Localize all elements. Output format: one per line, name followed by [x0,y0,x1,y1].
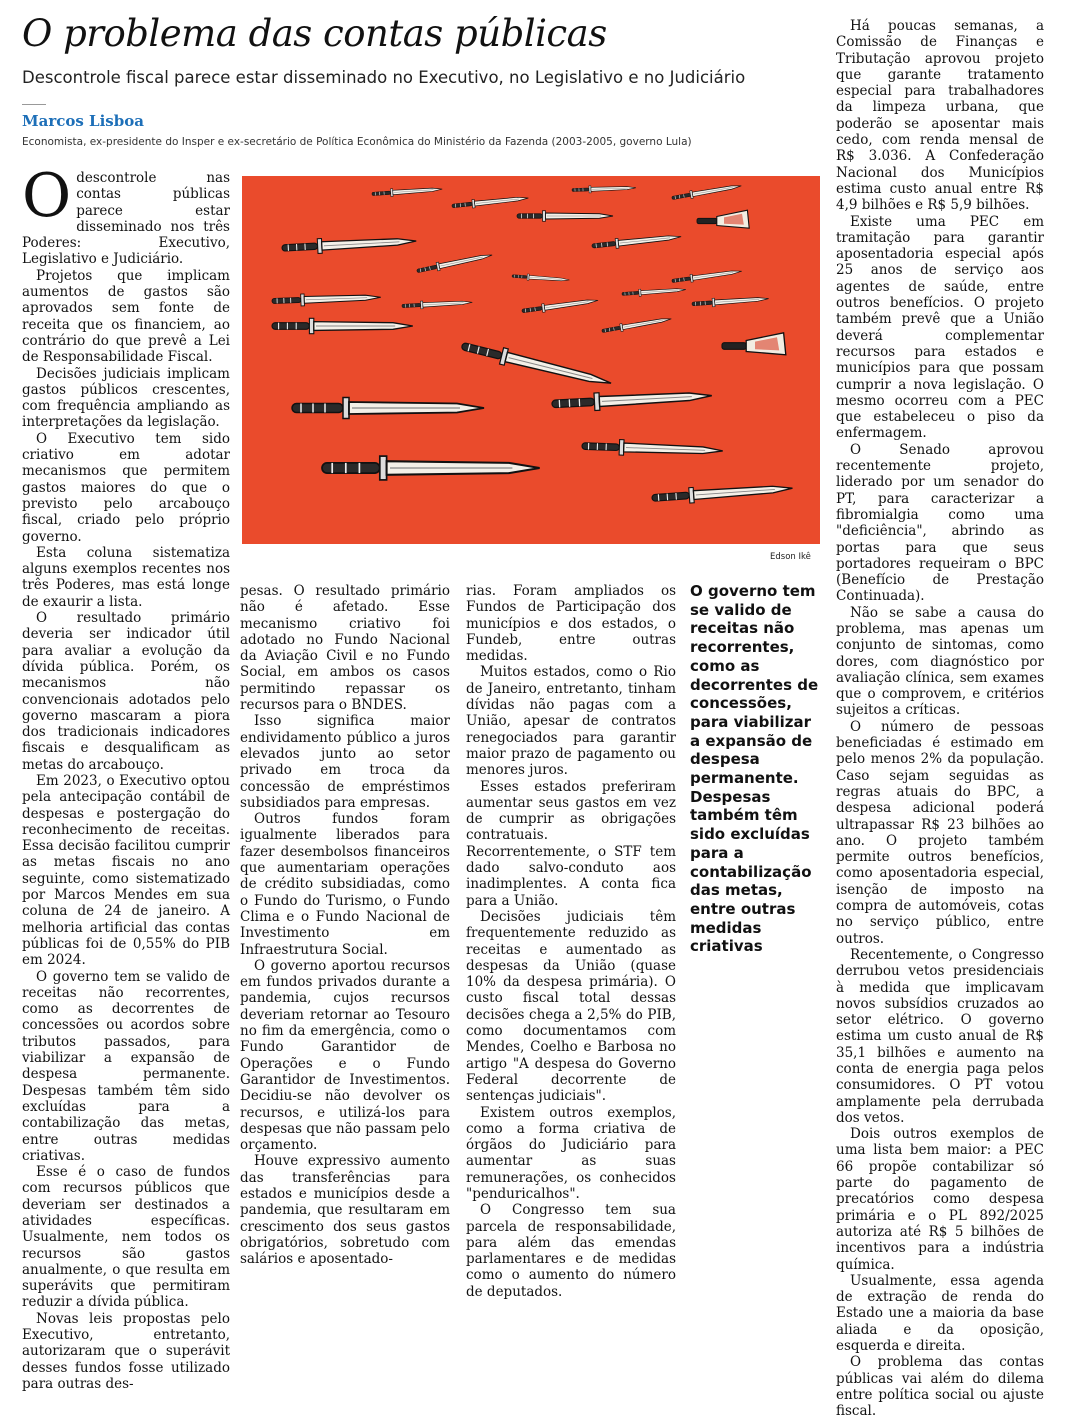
image-credit: Edson Ikê [770,552,811,562]
paragraph: O Executivo tem sido criativo em adotar mecanismos que permitem gastos maiores do que o previsto pelo arcabouço fiscal, criado pelo próprio governo. [22,430,230,545]
column-3 [466,583,676,1300]
paragraph: O governo aportou recursos em fundos privados durante a pandemia, cujos recursos deveriam retornar ao Tesouro no fim da emergência, como o Fundo Garantidor de Operações e o Fundo Garantidor de Investimentos. Decidiu-se não devolver os recursos, e utilizá-los para despesas que não passam pelo orçamento. [240,957,450,1154]
paragraph: Existem outros exemplos, como a forma criativa de órgãos do Judiciário para aumentar as suas remunerações, os conhecidos "penduricalhos". [466,1104,676,1202]
paragraph: Decisões judiciais têm frequentemente reduzido as receitas e aumentado as despesas da União (quase 10% da despesa primária). O custo fiscal total dessas decisões chega a 2,5% do PIB, como documentamos com Mendes, Coelho e Barbosa no artigo "A despesa do Governo Federal decorrente de sentenças judiciais". [466,908,676,1105]
paragraph: Esta coluna sistematiza alguns exemplos recentes nos três Poderes, mas está longe de exaurir a lista. [22,544,230,610]
pull-quote: O governo tem se valido de receitas não recorrentes, como as decorrentes de concessões, para viabilizar a expansão de despesa permanente. Despesas também têm sido excluídas para a contabilização das metas, entre outras medidas criativas [690,582,819,956]
divider [22,104,46,105]
paragraph: Novas leis propostas pelo Executivo, entretanto, autorizaram que o superávit desses fundos fosse utilizado para outras des- [22,1310,230,1392]
author-bio: Economista, ex-presidente do Insper e ex-secretário de Política Econômica do Ministério da Fazenda (2003-2005, governo Lula) [22,136,692,148]
paragraph: Há poucas semanas, a Comissão de Finanças e Tributação aprovou projeto que garante tratamento especial para trabalhadores da limpeza urbana, que poderão se aposentar mais cedo, com renda mensal de R$ 3.036. A Confederação Nacional dos Municípios estima custo anual entre R$ 4,9 bilhões e R$ 5,9 bilhões. [836,18,1044,214]
paragraph: Usualmente, essa agenda de extração de renda do Estado une a maioria da base aliada e da oposição, esquerda e direita. [836,1272,1044,1355]
paragraph: O Congresso tem sua parcela de responsabilidade, para além das emendas parlamentares e de medidas como o aumento do número de deputados. [466,1202,676,1300]
paragraph: Isso significa maior endividamento público a juros elevados junto ao setor privado em troca da concessão de empréstimos subsidiados para empresas. [240,713,450,811]
paragraph: Dois outros exemplos de uma lista bem maior: a PEC 66 propõe contabilizar só parte do pagamento de precatórios como despesa primária e o PL 892/2025 autoriza até R$ 5 bilhões de incentivos para a indústria química. [836,1126,1044,1273]
column-2 [240,583,450,1267]
author-name: Marcos Lisboa [22,112,144,130]
paragraph: O resultado primário deveria ser indicador útil para avaliar a evolução da dívida pública. Porém, os mecanismos não convencionais adotados pelo governo mascaram a piora dos tradicionais indicadores fiscais e desqualificam as metas do arcabouço. [22,610,230,773]
paragraph: Muitos estados, como o Rio de Janeiro, entretanto, tinham dívidas não pagas com a União, apesar de contratos renegociados para garantir maior prazo de pagamento ou menores juros. [466,664,676,779]
paragraph: Existe uma PEC em tramitação para garantir aposentadoria especial após 25 anos de serviço aos agentes de saúde, entre outros benefícios. O projeto também prevê que a União deverá complementar recursos para estados e municípios para que possam cumprir a nova legislação. O mesmo ocorreu com a PEC que estabeleceu o piso da enfermagem. [836,213,1044,442]
column-4 [836,18,1044,1420]
paragraph: O problema das contas públicas vai além do dilema entre política social ou ajuste fiscal. [836,1354,1044,1420]
knives-drawing [242,176,820,544]
paragraph: O Senado aprovou recentemente projeto, liderado por um senador do PT, para caracterizar a fibromialgia como uma "deficiência", abrindo as portas para que seus portadores requeiram o BPC (Benefício de Prestação Continuada). [836,441,1044,605]
paragraph: Houve expressivo aumento das transferências para estados e municípios desde a pandemia, que resultaram em crescimento dos seus gastos obrigatórios, sobretudo com salários e aposentado- [240,1153,450,1268]
paragraph: Outros fundos foram igualmente liberados para fazer desembolsos financeiros que aumentariam operações de crédito subsidiadas, como o Fundo do Turismo, o Fundo Clima e o Fundo Nacional de Investimento em Infraestrutura Social. [240,811,450,958]
article-subtitle: Descontrole fiscal parece estar disseminado no Executivo, no Legislativo e no Judiciário [22,68,746,87]
paragraph: Decisões judiciais implicam gastos públicos crescentes, com frequência ampliando as interpretações da legislação. [22,365,230,431]
paragraph: O número de pessoas beneficiadas é estimado em pelo menos 2% da população. Caso sejam seguidas as regras atuais do BPC, a despesa adicional poderá ultrapassar R$ 23 bilhões ao ano. O projeto também permite outros benefícios, como aposentadoria especial, isenção de imposto na compra de automóveis, cotas no serviço público, entre outros. [836,718,1044,947]
paragraph: Esses estados preferiram aumentar seus gastos em vez de cumprir as obrigações contratuais. Recorrentemente, o STF tem dado salvo-conduto aos inadimplentes. A conta fica para a União. [466,778,676,909]
paragraph: Projetos que implicam aumentos de gastos são aprovados sem fonte de receita que os financiem, ao contrário do que prevê a Lei de Responsabilidade Fiscal. [22,267,230,366]
paragraph: Recentemente, o Congresso derrubou vetos presidenciais à medida que implicavam novos subsídios cruzados ao setor elétrico. O governo estima um custo anual de R$ 35,1 bilhões e aumento na conta de energia paga pelos consumidores. O PT votou amplamente pela derrubada dos vetos. [836,946,1044,1126]
article-title: O problema das contas públicas [22,12,607,55]
paragraph: Em 2023, o Executivo optou pela antecipação contábil de despesas e postergação do reconhecimento de receitas. Essa decisão facilitou cumprir as metas fiscais no ano seguinte, como sistematizado por Marcos Mendes em sua coluna de 24 de janeiro. A melhoria artificial das contas públicas foi de 0,55% do PIB em 2024. [22,772,230,969]
paragraph: Esse é o caso de fundos com recursos públicos que deveriam ser destinados a atividades específicas. Usualmente, nem todos os recursos são gastos anualmente, o que resulta em superávits que permitiram reduzir a dívida pública. [22,1164,230,1311]
paragraph: O governo tem se valido de receitas não recorrentes, como as decorrentes de concessões ou acordos sobre tributos passados, para viabilizar a expansão de despesa permanente. Despesas também têm sido excluídas para a contabilização das metas, entre outras medidas criativas. [22,968,230,1164]
column-1 [22,161,230,1392]
paragraph: rias. Foram ampliados os Fundos de Participação dos municípios e dos estados, o Fundeb, entre outras medidas. [466,583,676,665]
paragraph: Não se sabe a causa do problema, mas apenas um conjunto de sintomas, como dores, com diagnóstico por avaliação clínica, sem exames que o comprovem, e critérios sujeitos a críticas. [836,604,1044,719]
knives-illustration [242,176,820,544]
paragraph: Odescontrole nas contas públicas parece estar disseminado nos três Poderes: Executivo, Legislativo e Judiciário. [22,161,230,268]
paragraph: pesas. O resultado primário não é afetado. Esse mecanismo criativo foi adotado no Fundo Nacional da Aviação Civil e no Fundo Social, em ambos os casos permitindo repassar os recursos para o BNDES. [240,583,450,714]
drop-cap: O [22,161,72,231]
